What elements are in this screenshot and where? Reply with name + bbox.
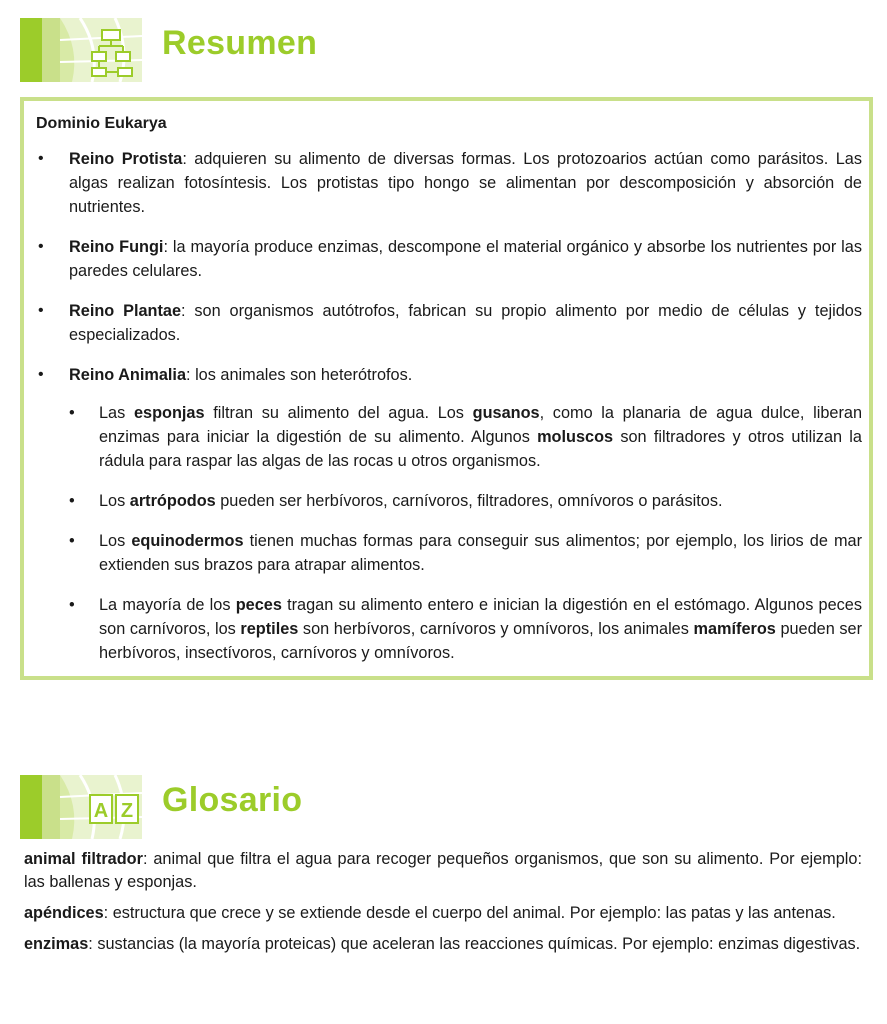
glossary-list — [24, 848, 862, 964]
glossary-entry: animal filtrador: animal que filtra el agua para recoger pequeños organismos, que son su alimento. Por ejemplo: las ballenas y esponjas. — [24, 850, 862, 891]
glossary-entry: enzimas: sustancias (la mayoría proteicas) que aceleran las reacciones químicas. Por ejemplo: enzimas digestivas. — [24, 935, 861, 953]
svg-text:A: A — [93, 800, 109, 822]
kingdom-item-animalia: • Reino Animalia: los animales son heterótrofos. • Las esponjas filtran su alimento del agua. Los gusanos, como la planaria de agua dulce, liberan enzimas para iniciar la digestión de su alimento. Algunos moluscos son filtradores y otros utilizan la rádula para raspar las algas de las rocas u otros organismos. • Los artrópodos pueden ser herbívoros, carnívoros, filtradores, omnívoros o parásitos. • Los equinodermos tienen muchas formas para conseguir sus alimentos; por ejemplo, los lirios de mar extienden sus brazos para atrapar alimentos. • La mayoría de los peces tragan su alimento entero e inician la digestión en el estómago. Algunos peces son carnívoros, los reptiles son herbívoros, carnívoros y omnívoros, los animales mamíferos pueden ser herbívoros, insectívoros, carnívoros y omnívoros. — [36, 363, 862, 665]
resumen-title: Resumen — [162, 24, 318, 62]
animal-item-artropodos: • Los artrópodos pueden ser herbívoros, carnívoros, filtradores, omnívoros o parásitos. — [69, 489, 862, 513]
animal-item-peces: • La mayoría de los peces tragan su alimento entero e inician la digestión en el estómago. Algunos peces son carnívoros, los reptiles son herbívoros, carnívoros y omnívoros, los animales mamíferos pueden ser herbívoros, insectívoros, carnívoros y omnívoros. — [69, 593, 862, 665]
resumen-box — [20, 97, 873, 680]
svg-text:Z: Z — [120, 800, 134, 822]
animal-item-equinodermos: • Los equinodermos tienen muchas formas para conseguir sus alimentos; por ejemplo, los lirios de mar extienden sus brazos para atrapar alimentos. — [69, 529, 862, 577]
kingdom-item-protista: • Reino Protista: adquieren su alimento de diversas formas. Los protozoarios actúan como parásitos. Las algas realizan fotosíntesis. Los protistas tipo hongo se alimentan por descomposición y absorción de nutrientes. — [36, 147, 862, 219]
kingdom-item-plantae: • Reino Plantae: son organismos autótrofos, fabrican su propio alimento por medio de células y tejidos especializados. — [36, 299, 862, 347]
domain-title: Dominio Eukarya — [36, 115, 167, 132]
glosario-title: Glosario — [162, 781, 303, 819]
animal-sublist — [69, 401, 862, 665]
resumen-header — [20, 18, 880, 82]
animal-item-esponjas: • Las esponjas filtran su alimento del agua. Los gusanos, como la planaria de agua dulce, liberan enzimas para iniciar la digestión de su alimento. Algunos moluscos son filtradores y otros utilizan la rádula para raspar las algas de las rocas u otros organismos. — [69, 401, 862, 473]
a-z-glossary-icon — [20, 775, 142, 839]
glosario-header — [20, 775, 880, 839]
kingdom-item-fungi: • Reino Fungi: la mayoría produce enzimas, descompone el material orgánico y absorbe los nutrientes por las paredes celulares. — [36, 235, 862, 283]
flowchart-icon — [20, 18, 142, 82]
glossary-entry: apéndices: estructura que crece y se extiende desde el cuerpo del animal. Por ejemplo: las patas y las antenas. — [24, 904, 836, 922]
kingdom-list — [36, 147, 862, 665]
